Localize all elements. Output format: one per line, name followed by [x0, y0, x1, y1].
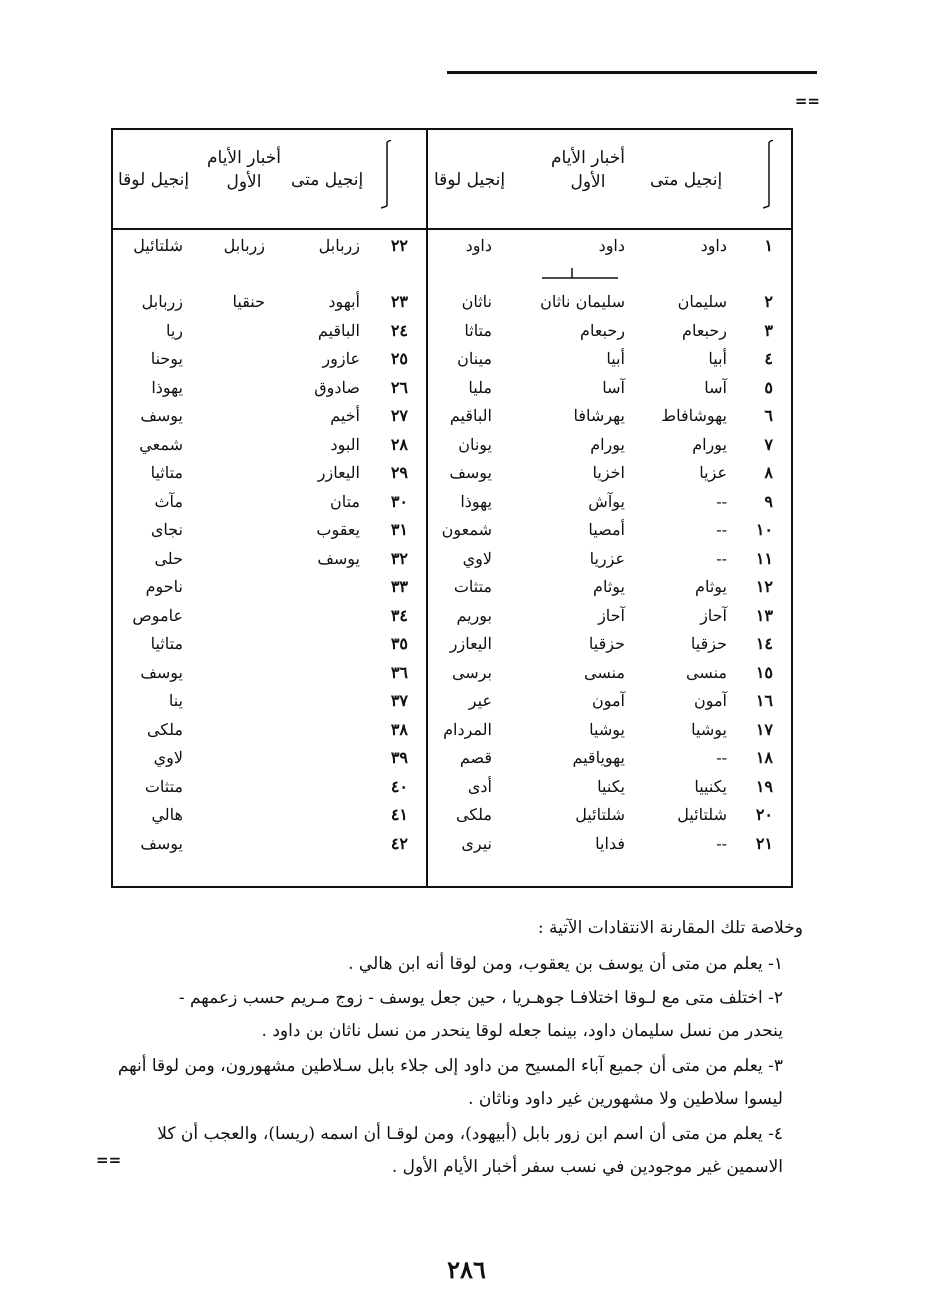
- left-cell-number: ٢٣: [390, 292, 408, 311]
- summary-section: [96, 912, 803, 1182]
- right-cell-matthew: شلتائيل: [677, 805, 727, 824]
- left-cell-luke: ملكى: [146, 719, 183, 739]
- left-cell-number: ٣٦: [390, 662, 408, 682]
- right-cell-chronicles: فدايا: [595, 833, 625, 853]
- left-cell-chronicles: زربابل: [223, 236, 265, 255]
- left-cell-matthew: متان: [329, 491, 360, 511]
- right-cell-matthew: --: [716, 548, 727, 568]
- branch-split-icon: [542, 264, 618, 282]
- right-cell-number: ١٥: [755, 662, 773, 682]
- right-cell-luke: ناثان: [461, 292, 492, 311]
- right-cell-chronicles: اخزيا: [592, 463, 625, 482]
- top-marker: ==: [794, 92, 820, 110]
- right-cell-luke: متثات: [453, 577, 492, 596]
- right-cell-matthew: يكنييا: [694, 776, 727, 796]
- header-matthew: إنجيل متى: [650, 170, 723, 190]
- left-cell-luke: مآث: [154, 491, 183, 511]
- table-center-divider: [426, 128, 428, 888]
- header-chronicles-left: أخبار الأيام الأول: [206, 148, 281, 192]
- left-cell-number: ٢٨: [390, 434, 408, 454]
- left-cell-matthew: صادوق: [314, 377, 360, 397]
- left-cell-luke: يهوذا: [151, 377, 183, 397]
- table-header-rule: [111, 228, 793, 230]
- summary-intro: وخلاصة تلك المقارنة الانتقادات الآتية :: [537, 918, 803, 938]
- right-cell-matthew: --: [716, 520, 727, 539]
- right-cell-number: ١٩: [755, 776, 773, 796]
- left-cell-matthew: أخيم: [330, 406, 360, 425]
- left-cell-matthew: اليعازر: [317, 463, 360, 482]
- summary-line-1: ١- يعلم من متى أن يوسف بن يعقوب، ومن لوقا أنه ابن هالي .: [348, 954, 783, 974]
- left-cell-number: ٣٩: [390, 748, 408, 767]
- left-cell-luke: ناحوم: [145, 577, 183, 596]
- left-cell-number: ٢٥: [390, 349, 408, 368]
- left-cell-number: ٤٠: [390, 776, 408, 796]
- footnote-marker: ==: [96, 1151, 122, 1169]
- left-cell-matthew: أبهود: [328, 292, 360, 311]
- right-cell-number: ١: [764, 236, 773, 255]
- left-cell-number: ٣١: [390, 520, 408, 539]
- left-cell-number: ٣٢: [390, 548, 408, 568]
- right-cell-chronicles: آسا: [602, 377, 625, 397]
- right-cell-chronicles: أبيا: [606, 349, 625, 368]
- right-cell-number: ١٧: [755, 719, 773, 739]
- right-cell-luke: قصم: [459, 748, 492, 767]
- summary-line-4: ٣- يعلم من متى أن جميع آباء المسيح من داود إلى جلاء بابل سـلاطين مشهورون، ومن لوقا أنهم: [117, 1056, 783, 1076]
- left-cell-luke: شلتائيل: [133, 236, 183, 255]
- right-cell-matthew: --: [716, 833, 727, 853]
- right-cell-luke: شمعون: [441, 520, 492, 539]
- left-cell-luke: متاثيا: [150, 463, 183, 482]
- right-cell-chronicles: يكنيا: [597, 776, 625, 796]
- right-cell-luke: المردام: [443, 719, 492, 739]
- right-cell-luke: اليعازر: [449, 634, 492, 653]
- right-cell-number: ١٣: [755, 605, 773, 625]
- left-cell-luke: يوحنا: [150, 349, 183, 368]
- right-cell-luke: بوريم: [456, 605, 492, 625]
- right-cell-luke: برسى: [451, 662, 492, 682]
- header-luke: إنجيل لوقا: [434, 170, 506, 190]
- summary-line-7: الاسمين غير موجودين في نسب سفر أخبار الأيام الأول .: [391, 1157, 783, 1177]
- genealogy-table: [111, 128, 793, 888]
- left-cell-number: ٤١: [390, 805, 408, 824]
- left-cell-number: ٣٣: [390, 577, 408, 596]
- left-cell-luke: عاموص: [132, 605, 183, 625]
- right-cell-chronicles: حزقيا: [588, 634, 625, 653]
- left-cell-matthew: عازور: [322, 349, 360, 368]
- left-cell-number: ٢٢: [390, 236, 408, 255]
- right-cell-luke: يوسف: [449, 463, 492, 482]
- right-cell-matthew: آحاز: [700, 605, 727, 625]
- left-cell-luke: يوسف: [140, 662, 183, 682]
- right-cell-chronicles: آحاز: [598, 605, 625, 625]
- right-cell-chronicles: عزريا: [589, 548, 625, 568]
- right-cell-matthew: رحبعام: [682, 320, 727, 340]
- right-cell-chronicles: يهرشافا: [573, 406, 625, 425]
- summary-line-3: ينحدر من نسل سليمان داود، بينما جعله لوقا ينحدر من نسل ناثان بن داود .: [261, 1021, 783, 1041]
- left-cell-luke: ريا: [165, 320, 183, 340]
- left-cell-number: ٢٦: [390, 377, 408, 397]
- right-cell-number: ١٢: [755, 577, 773, 596]
- right-cell-chronicles: يوشيا: [589, 719, 625, 739]
- right-cell-number: ٧: [764, 434, 773, 454]
- right-cell-number: ١٨: [755, 748, 773, 767]
- right-cell-matthew: داود: [700, 236, 727, 255]
- right-cell-number: ٢٠: [755, 805, 773, 824]
- left-cell-number: ٢٧: [390, 406, 408, 425]
- left-cell-matthew: زربابل: [318, 236, 360, 255]
- right-cell-number: ١٦: [755, 691, 773, 710]
- right-cell-matthew: سليمان: [677, 292, 727, 311]
- right-cell-number: ٣: [764, 320, 773, 340]
- right-cell-number: ٦: [764, 406, 773, 425]
- right-cell-luke: ملكى: [455, 805, 492, 824]
- right-cell-chronicles: رحبعام: [580, 320, 625, 340]
- left-cell-luke: شمعي: [139, 434, 183, 454]
- left-cell-luke: متثات: [144, 776, 183, 796]
- right-cell-luke: داود: [465, 236, 492, 255]
- header-luke-left: إنجيل لوقا: [118, 170, 190, 190]
- right-cell-matthew: يورام: [692, 434, 727, 454]
- right-cell-chronicles: منسى: [583, 662, 625, 682]
- left-cell-luke: يوسف: [140, 406, 183, 425]
- left-cell-matthew: الباقيم: [317, 320, 360, 340]
- left-cell-luke: متاثيا: [150, 634, 183, 653]
- right-cell-matthew: --: [716, 491, 727, 511]
- right-cell-matthew: يوشيا: [691, 719, 727, 739]
- right-cell-number: ١٠: [755, 520, 773, 539]
- right-cell-number: ١١: [755, 548, 773, 568]
- left-cell-matthew: يوسف: [317, 548, 360, 568]
- right-cell-chronicles: يهوياقيم: [572, 748, 625, 767]
- right-cell-matthew: يوثام: [695, 577, 727, 596]
- left-cell-number: ٣٤: [390, 605, 408, 625]
- right-cell-number: ٥: [764, 377, 773, 397]
- right-cell-chronicles: آمون: [591, 691, 625, 710]
- header-chronicles: أخبار الأيام الأول: [550, 148, 625, 192]
- left-cell-number: ٢٤: [390, 320, 408, 340]
- right-cell-chronicles: يوآش: [588, 491, 625, 511]
- right-cell-chronicles: يوثام: [593, 577, 625, 596]
- bracket-icon: [381, 140, 393, 210]
- left-cell-number: ٣٨: [390, 719, 408, 739]
- summary-line-6: ٤- يعلم من متى أن اسم ابن زور بابل (أبيهود)، ومن لوقـا أن اسمه (ريسا)، والعجب أن كلا: [157, 1124, 783, 1144]
- right-cell-luke: يهوذا: [460, 491, 492, 511]
- left-cell-luke: هالي: [151, 805, 183, 824]
- header-matthew-left: إنجيل متى: [291, 170, 364, 190]
- right-cell-matthew: منسى: [685, 662, 727, 682]
- right-cell-number: ٨: [764, 463, 773, 482]
- right-cell-luke: مليا: [468, 377, 492, 397]
- right-cell-matthew: --: [716, 748, 727, 767]
- right-cell-chronicles: أمصيا: [588, 520, 625, 539]
- right-cell-number: ٤: [764, 349, 773, 368]
- left-cell-luke: يوسف: [140, 833, 183, 853]
- right-cell-luke: الباقيم: [449, 406, 492, 425]
- right-cell-luke: لاوي: [462, 548, 492, 568]
- bracket-icon: [763, 140, 775, 210]
- left-cell-matthew: يعقوب: [316, 520, 360, 539]
- right-cell-number: ٢١: [755, 833, 773, 853]
- right-cell-matthew: عزيا: [699, 463, 727, 482]
- left-cell-luke: لاوي: [153, 748, 183, 767]
- right-cell-number: ١٤: [755, 634, 773, 653]
- left-cell-luke: زربابل: [141, 292, 183, 311]
- right-cell-matthew: يهوشافاط: [661, 406, 727, 425]
- right-cell-matthew: آسا: [704, 377, 727, 397]
- right-cell-number: ٢: [764, 292, 773, 311]
- right-cell-chronicles: سليمان ناثان: [540, 292, 625, 311]
- left-cell-number: ٤٢: [390, 833, 408, 853]
- top-rule: [447, 71, 817, 74]
- right-cell-luke: يونان: [458, 434, 492, 454]
- left-cell-number: ٢٩: [390, 463, 408, 482]
- right-cell-chronicles: داود: [598, 236, 625, 255]
- right-cell-luke: مينان: [457, 349, 492, 368]
- left-cell-luke: ينا: [168, 691, 183, 710]
- left-cell-luke: نجاى: [150, 520, 183, 539]
- right-cell-luke: عير: [468, 691, 492, 710]
- left-cell-luke: حلى: [154, 548, 183, 568]
- right-cell-luke: متاثا: [464, 320, 492, 340]
- right-cell-matthew: أبيا: [708, 349, 727, 368]
- left-cell-number: ٣٧: [390, 691, 408, 710]
- right-cell-chronicles: شلتائيل: [575, 805, 625, 824]
- left-cell-number: ٣٠: [390, 491, 408, 511]
- right-cell-luke: أدى: [467, 776, 492, 796]
- right-cell-chronicles: يورام: [590, 434, 625, 454]
- right-cell-matthew: حزقيا: [690, 634, 727, 653]
- page-number: ٢٨٦: [447, 1255, 486, 1284]
- left-cell-chronicles: حنقيا: [232, 292, 265, 311]
- right-cell-number: ٩: [764, 491, 773, 511]
- right-cell-luke: نيرى: [461, 833, 492, 853]
- summary-line-5: ليسوا سلاطين ولا مشهورين غير داود وناثان .: [468, 1089, 783, 1109]
- summary-line-2: ٢- اختلف متى مع لـوقا اختلافـا جوهـريا ، حين جعل يوسف - زوج مـريم حسب زعمهم -: [178, 988, 783, 1008]
- left-cell-matthew: البود: [330, 434, 360, 454]
- right-cell-matthew: آمون: [693, 691, 727, 710]
- left-cell-number: ٣٥: [390, 634, 408, 653]
